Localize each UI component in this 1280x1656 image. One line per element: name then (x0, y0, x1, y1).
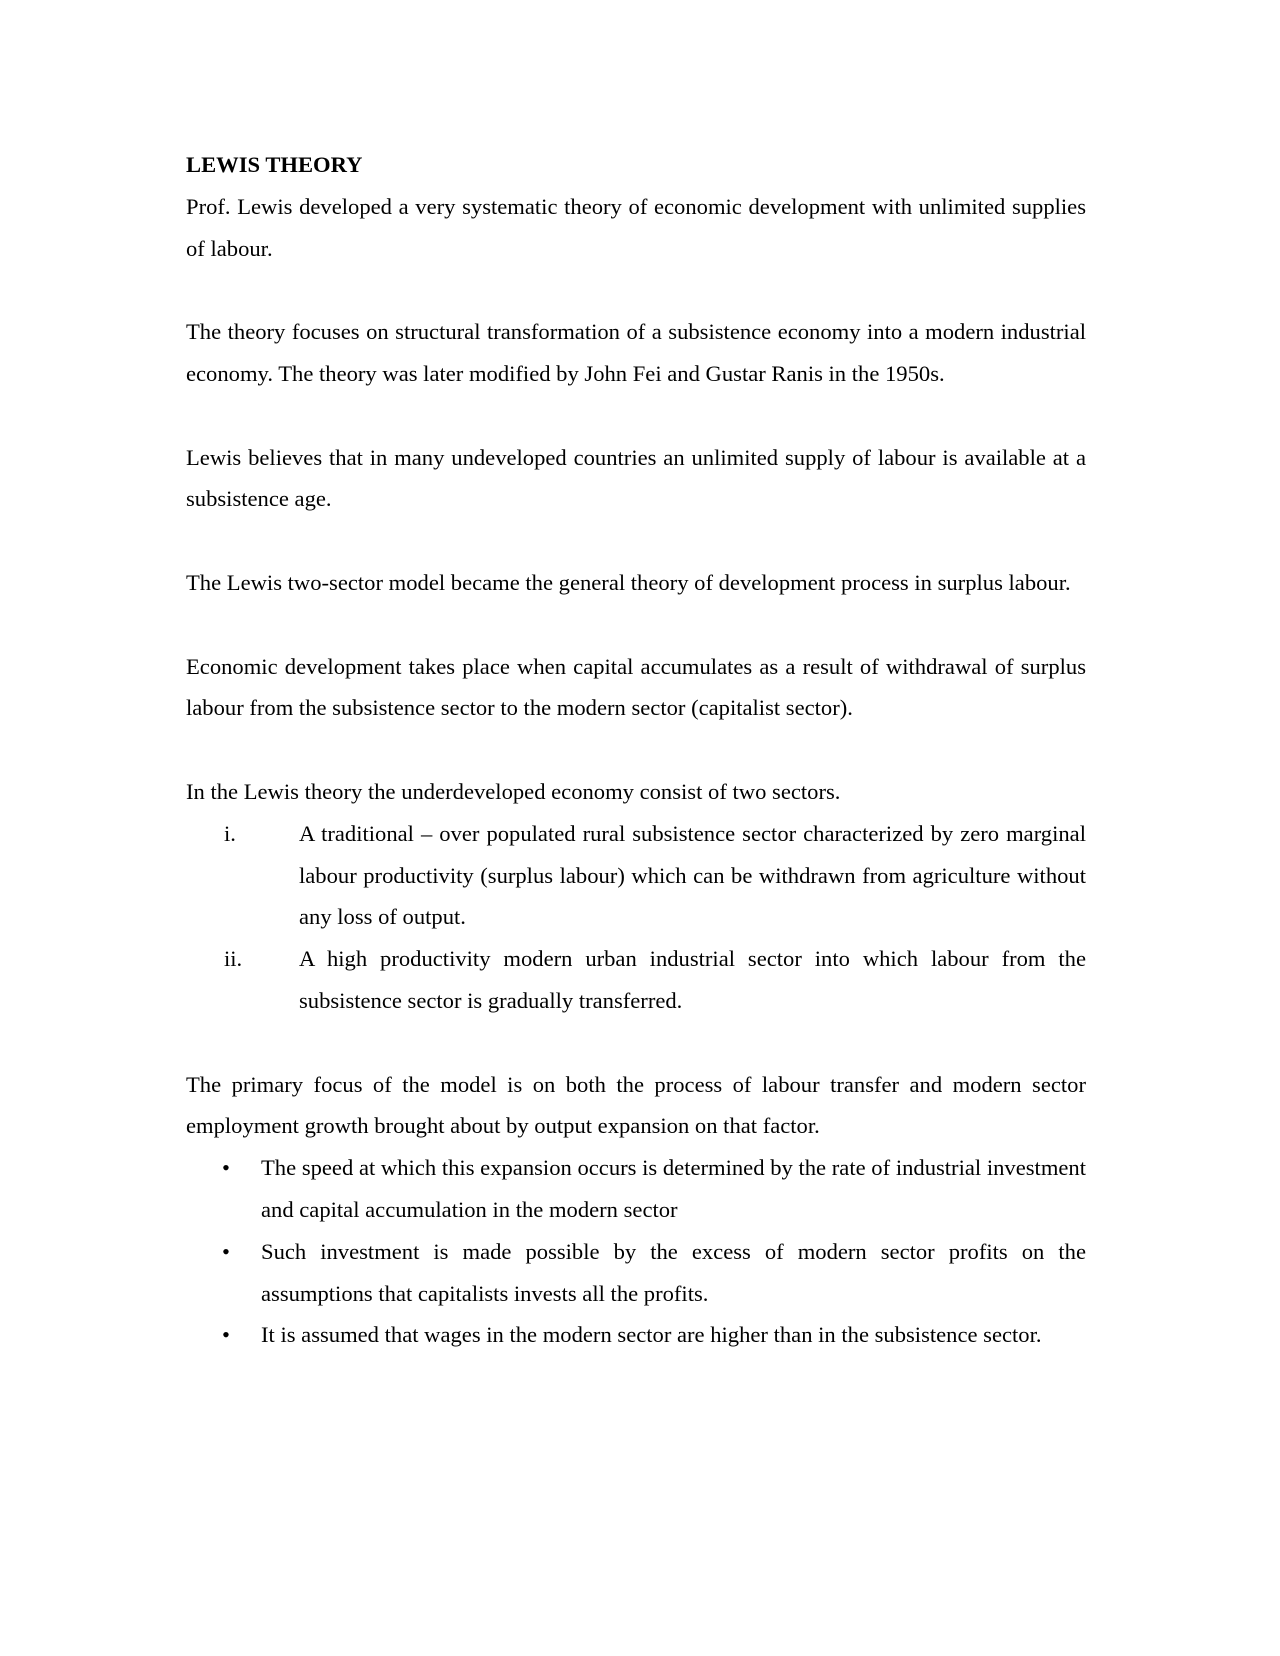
list-item-text: A traditional – over populated rural subsistence sector characterized by zero marginal labour productivity (surplus labour) which can be withdrawn from agriculture without any loss of output. (299, 820, 1086, 930)
paragraph-two-sectors: In the Lewis theory the underdeveloped economy consist of two sectors. (186, 778, 841, 804)
list-marker: ii. (224, 946, 243, 972)
document-page (186, 144, 1086, 1356)
paragraph-two-sector-model: The Lewis two-sector model became the general theory of development process in surplus labour. (186, 569, 1071, 595)
paragraph-structural-transformation: The theory focuses on structural transformation of a subsistence economy into a modern industrial economy. The theory was later modified by John Fei and Gustar Ranis in the 1950s. (186, 319, 1086, 386)
bullet-icon: • (222, 1155, 230, 1181)
list-marker: i. (224, 820, 236, 846)
list-item-text: It is assumed that wages in the modern sector are higher than in the subsistence sector. (261, 1322, 1042, 1348)
sector-list (186, 813, 1086, 1022)
paragraph-capital-accumulation: Economic development takes place when capital accumulates as a result of withdrawal of surplus labour from the subsistence sector to the modern sector (capitalist sector). (186, 653, 1086, 721)
paragraph-intro: Prof. Lewis developed a very systematic theory of economic development with unlimited supplies of labour. (186, 193, 1086, 261)
list-item (186, 1314, 1086, 1356)
paragraph-primary-focus: The primary focus of the model is on both the process of labour transfer and modern sector employment growth brought about by output expansion on that factor. (186, 1071, 1086, 1139)
bullet-list (186, 1147, 1086, 1356)
list-item-text: The speed at which this expansion occurs is determined by the rate of industrial investment and capital accumulation in the modern sector (261, 1155, 1086, 1222)
document-title: LEWIS THEORY (186, 152, 363, 177)
list-item (186, 938, 1086, 1022)
bullet-icon: • (222, 1322, 230, 1348)
list-item (186, 1147, 1086, 1231)
paragraph-unlimited-supply: Lewis believes that in many undeveloped countries an unlimited supply of labour is available at a subsistence age. (186, 444, 1086, 512)
list-item-text: A high productivity modern urban industrial sector into which labour from the subsistence sector is gradually transferred. (299, 946, 1086, 1013)
bullet-icon: • (222, 1238, 230, 1264)
list-item (186, 1231, 1086, 1315)
list-item-text: Such investment is made possible by the excess of modern sector profits on the assumptions that capitalists invests all the profits. (261, 1238, 1086, 1306)
list-item (186, 813, 1086, 938)
